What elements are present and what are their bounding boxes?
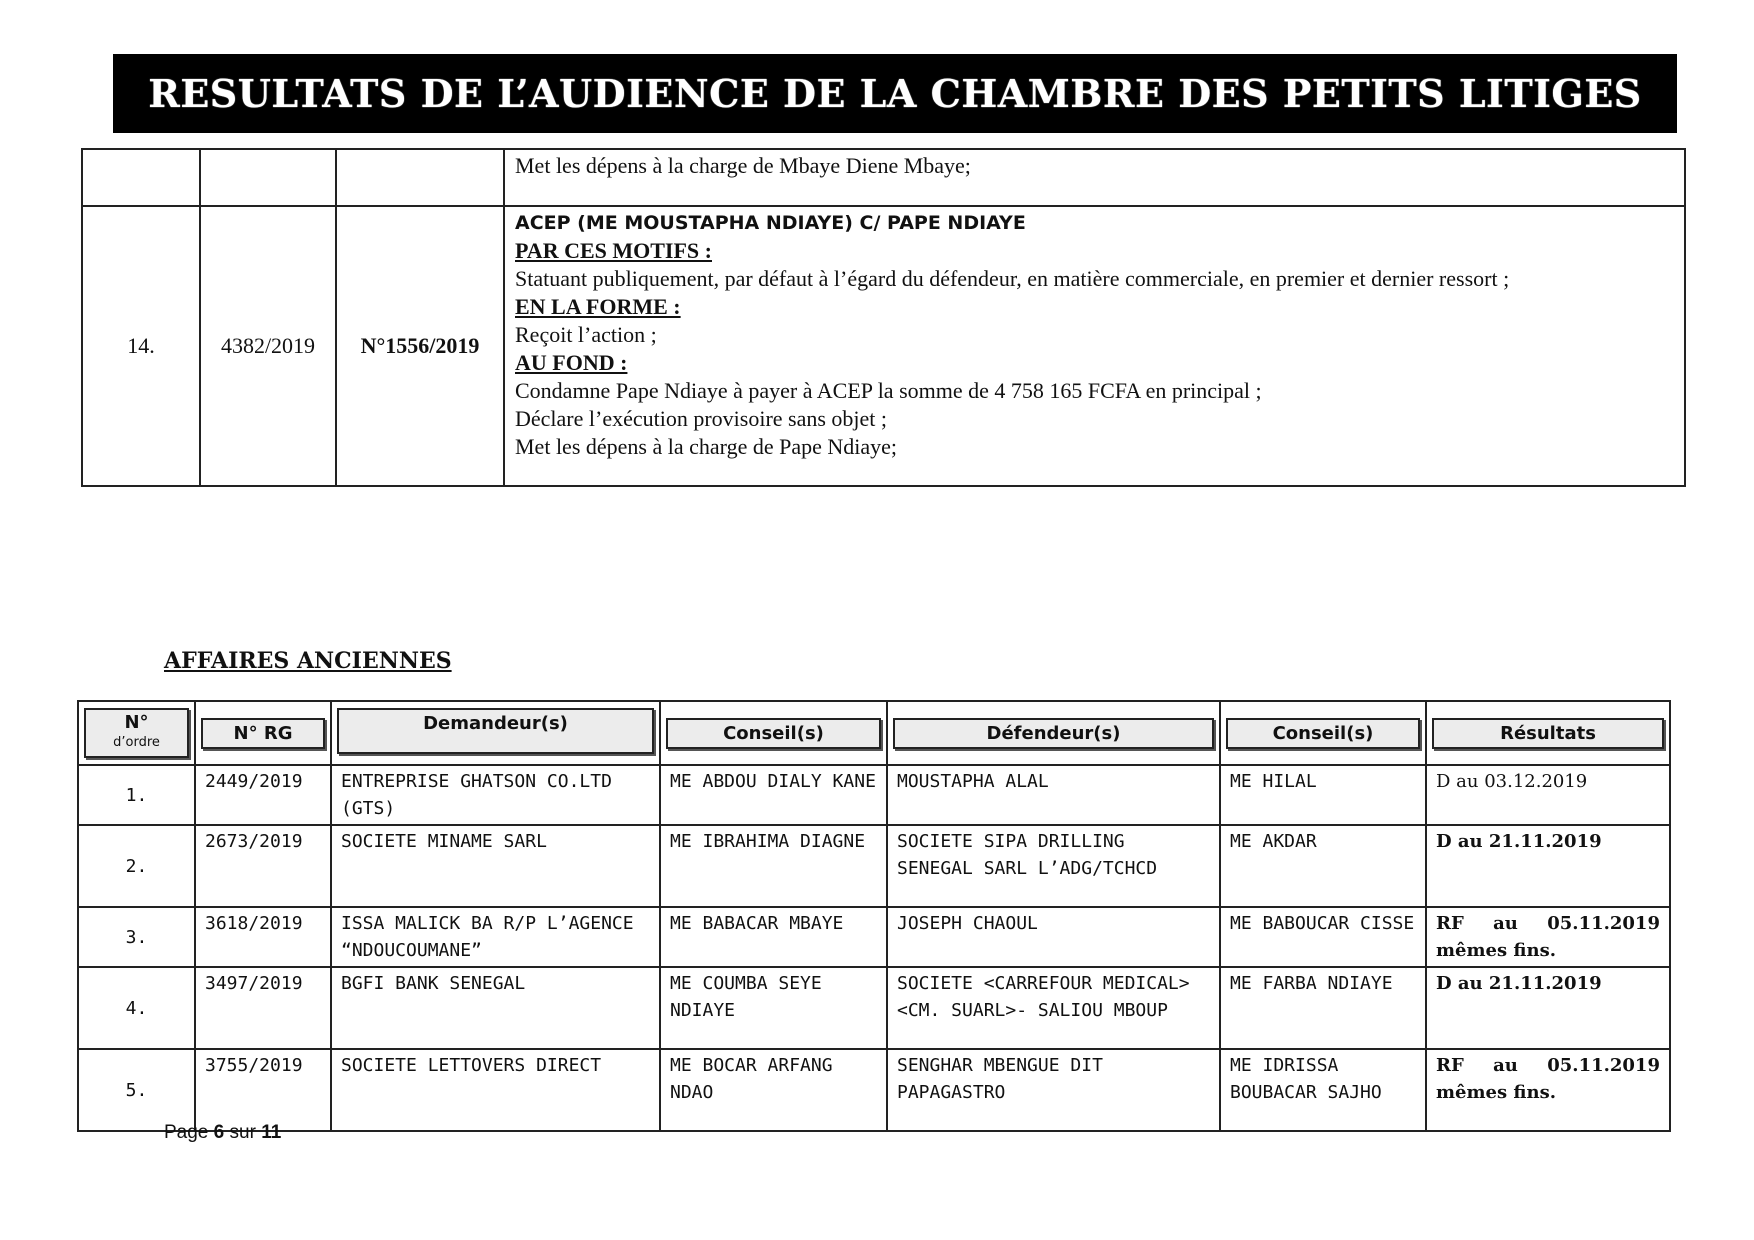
- header-rg-box: N° RG: [201, 718, 325, 749]
- page-total: 11: [261, 1122, 282, 1143]
- order-number: 14.: [82, 206, 200, 486]
- upper-results-table: [81, 148, 1686, 487]
- header-conseil1-box: Conseil(s): [666, 718, 881, 749]
- order-number: 4.: [78, 967, 195, 1049]
- section-title: AFFAIRES ANCIENNES: [164, 648, 452, 674]
- sur-label: sur: [229, 1122, 256, 1143]
- resultat: D au 21.11.2019: [1426, 967, 1670, 1049]
- decision-cell: [504, 206, 1685, 486]
- resultat: [1426, 1049, 1670, 1131]
- resultat-code: RF: [1436, 913, 1464, 934]
- table-row: [78, 967, 1670, 1049]
- conseil-demandeur: ME ABDOU DIALY KANE: [660, 765, 887, 825]
- header-defendeur-box: Défendeur(s): [893, 718, 1214, 749]
- cell-empty: [200, 149, 336, 206]
- forme-text: Reçoit l’action ;: [515, 322, 657, 347]
- order-number: 5.: [78, 1049, 195, 1131]
- forme-heading: EN LA FORME :: [515, 294, 681, 319]
- fond-line: Met les dépens à la charge de Pape Ndiaye;: [515, 434, 898, 459]
- defendeur: SOCIETE SIPA DRILLING SENEGAL SARL L’ADG/TCHCD: [887, 825, 1220, 907]
- conseil-defendeur: ME HILAL: [1220, 765, 1426, 825]
- cell-empty: [336, 149, 504, 206]
- order-number: 3.: [78, 907, 195, 967]
- resultat-date: 05.11.2019: [1547, 913, 1660, 934]
- header-ordre: [78, 701, 195, 765]
- rg-number: 3497/2019: [195, 967, 331, 1049]
- resultat: D au 03.12.2019: [1426, 765, 1670, 825]
- table-row: [78, 825, 1670, 907]
- defendeur: SOCIETE <CARREFOUR MEDICAL> <CM. SUARL>- SALIOU MBOUP: [887, 967, 1220, 1049]
- conseil-defendeur: ME FARBA NDIAYE: [1220, 967, 1426, 1049]
- demandeur: BGFI BANK SENEGAL: [331, 967, 660, 1049]
- fond-line: Déclare l’exécution provisoire sans objet ;: [515, 406, 888, 431]
- demandeur: SOCIETE MINAME SARL: [331, 825, 660, 907]
- table-row: [78, 1049, 1670, 1131]
- resultat: [1426, 907, 1670, 967]
- header-resultats-box: Résultats: [1432, 718, 1664, 749]
- header-conseil1: [660, 701, 887, 765]
- resultat-suffix: mêmes fins.: [1436, 1082, 1556, 1103]
- conseil-demandeur: ME BABACAR MBAYE: [660, 907, 887, 967]
- table-row: [78, 765, 1670, 825]
- resultat-au: au: [1493, 1055, 1518, 1076]
- order-number: 1.: [78, 765, 195, 825]
- rg-number: 2673/2019: [195, 825, 331, 907]
- defendeur: SENGHAR MBENGUE DIT PAPAGASTRO: [887, 1049, 1220, 1131]
- affaires-anciennes-table: [77, 700, 1671, 1132]
- conseil-defendeur: ME BABOUCAR CISSE: [1220, 907, 1426, 967]
- resultat-line: [1436, 1052, 1660, 1079]
- order-number: 2.: [78, 825, 195, 907]
- table-row: [82, 149, 1685, 206]
- motifs-heading: PAR CES MOTIFS :: [515, 238, 712, 263]
- fond-line: Condamne Pape Ndiaye à payer à ACEP la somme de 4 758 165 FCFA en principal ;: [515, 378, 1262, 403]
- rg-number: 3618/2019: [195, 907, 331, 967]
- header-conseil2: [1220, 701, 1426, 765]
- header-demandeur: [331, 701, 660, 765]
- judgment-number: N°1556/2019: [336, 206, 504, 486]
- banner-title: RESULTATS DE L’AUDIENCE DE LA CHAMBRE DES PETITS LITIGES: [148, 71, 1642, 116]
- rg-number: 2449/2019: [195, 765, 331, 825]
- table-row: [82, 206, 1685, 486]
- rg-number: 4382/2019: [200, 206, 336, 486]
- header-conseil2-box: Conseil(s): [1226, 718, 1420, 749]
- decision-text: Met les dépens à la charge de Mbaye Diene Mbaye;: [504, 149, 1685, 206]
- conseil-defendeur: ME IDRISSA BOUBACAR SAJHO: [1220, 1049, 1426, 1131]
- resultat-code: RF: [1436, 1055, 1464, 1076]
- page-banner: [113, 54, 1677, 133]
- demandeur: SOCIETE LETTOVERS DIRECT: [331, 1049, 660, 1131]
- conseil-demandeur: ME IBRAHIMA DIAGNE: [660, 825, 887, 907]
- parties-line: ACEP (ME MOUSTAPHA NDIAYE) C/ PAPE NDIAYE: [515, 212, 1026, 234]
- resultat: D au 21.11.2019: [1426, 825, 1670, 907]
- table-row: [78, 907, 1670, 967]
- resultat-suffix: mêmes fins.: [1436, 940, 1556, 961]
- demandeur: ENTREPRISE GHATSON CO.LTD (GTS): [331, 765, 660, 825]
- defendeur: MOUSTAPHA ALAL: [887, 765, 1220, 825]
- header-rg: [195, 701, 331, 765]
- page-footer: [164, 1122, 281, 1144]
- header-defendeur: [887, 701, 1220, 765]
- header-ordre-sub: d’ordre: [113, 735, 160, 750]
- header-demandeur-box: Demandeur(s): [337, 708, 654, 754]
- conseil-defendeur: ME AKDAR: [1220, 825, 1426, 907]
- cell-empty: [82, 149, 200, 206]
- rg-number: 3755/2019: [195, 1049, 331, 1131]
- conseil-demandeur: ME BOCAR ARFANG NDAO: [660, 1049, 887, 1131]
- defendeur: JOSEPH CHAOUL: [887, 907, 1220, 967]
- header-row: [78, 701, 1670, 765]
- header-ordre-label: N°: [124, 712, 149, 733]
- header-ordre-box: [84, 708, 189, 758]
- resultat-line: [1436, 910, 1660, 937]
- page-number: 6: [213, 1122, 225, 1143]
- resultat-date: 05.11.2019: [1547, 1055, 1660, 1076]
- page-label: Page: [164, 1122, 209, 1143]
- header-resultats: [1426, 701, 1670, 765]
- demandeur: ISSA MALICK BA R/P L’AGENCE “NDOUCOUMANE”: [331, 907, 660, 967]
- fond-heading: AU FOND :: [515, 350, 628, 375]
- conseil-demandeur: ME COUMBA SEYE NDIAYE: [660, 967, 887, 1049]
- motifs-text: Statuant publiquement, par défaut à l’égard du défendeur, en matière commerciale, en premier et dernier ressort ;: [515, 266, 1510, 291]
- resultat-au: au: [1493, 913, 1518, 934]
